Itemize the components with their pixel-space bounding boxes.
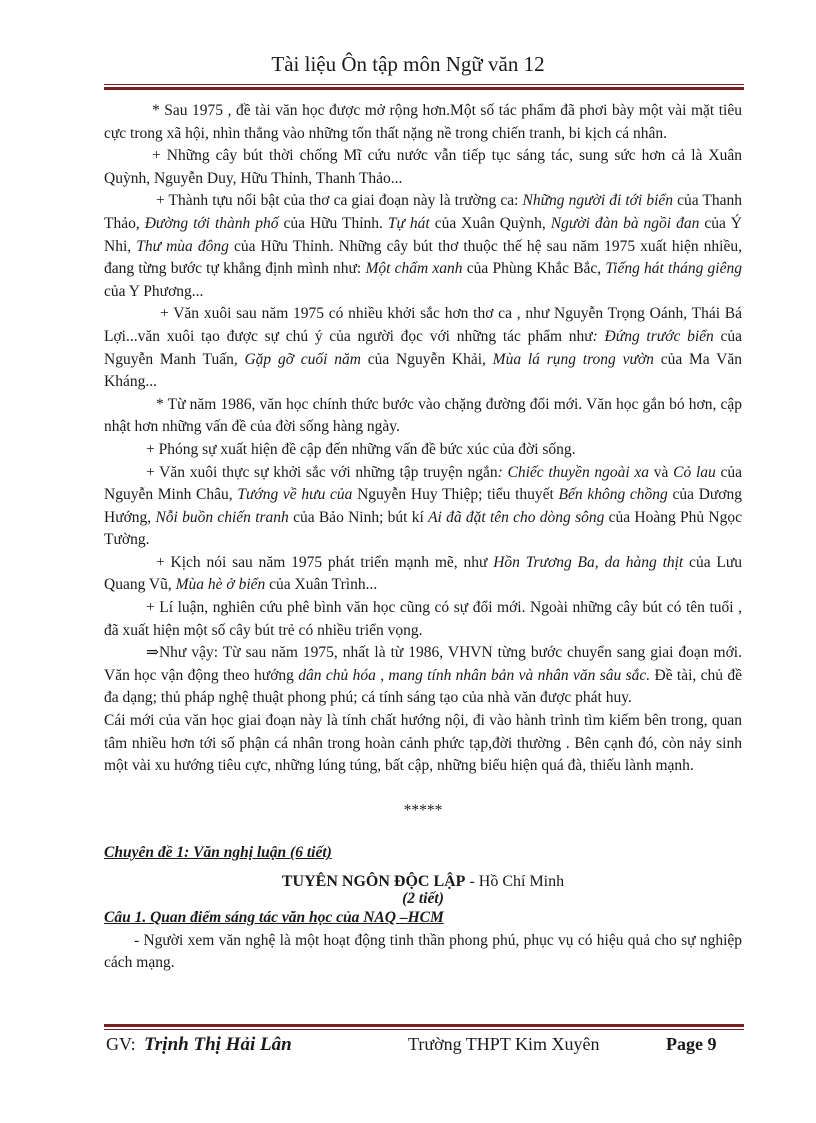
- text-run: và: [649, 463, 674, 481]
- text-run: + Thành tựu nổi bật của thơ ca giai đoạn này là trường ca:: [156, 192, 523, 210]
- paragraph: [104, 552, 742, 597]
- text-run: của Xuân Trình...: [265, 576, 378, 594]
- text-run: của Nguyễn Manh Tuấn: [104, 327, 742, 368]
- text-run: + Những cây bút thời chống Mĩ cứu nước vẫn tiếp tục sáng tác, sung sức hơn cả là Xuân Quỳnh, Nguyễn Duy, Hữu Thỉnh, Thanh Thảo...: [104, 147, 742, 187]
- paragraph: [104, 710, 742, 778]
- paragraph: [104, 100, 742, 145]
- footer-teacher-name: Trịnh Thị Hải Lân: [144, 1034, 292, 1055]
- text-run: + Lí luận, nghiên cứu phê bình văn học cũng có sự đổi mới. Ngoài những cây bút có tên tuổi , đã xuất hiện một số cây bút trẻ có nhiều triển vọng.: [104, 599, 742, 639]
- text-run: + Phóng sự xuất hiện đề cập đến những vấn đề bức xúc của đời sống.: [146, 440, 576, 458]
- text-run: của Dương Hướng,: [104, 486, 742, 526]
- text-run: của Nguyễn Khải,: [360, 350, 493, 368]
- paragraph: [104, 462, 742, 552]
- text-run: của Lưu Quang Vũ,: [104, 553, 743, 594]
- header-rule-thick: [104, 87, 744, 90]
- text-run: ⇒Như vậy: Từ sau năm 1975, nhất là từ 1986, VHVN từng bước chuyển sang giai đoạn mới. Văn học vận động theo hướng: [104, 644, 742, 684]
- lesson-author: - Hồ Chí Minh: [465, 873, 565, 890]
- text-run: của Xuân Quỳnh,: [429, 214, 551, 232]
- text-run: của Bảo Ninh; bút kí: [288, 508, 429, 526]
- text-run: Đề tài, chủ đề đa dạng; thủ pháp nghệ thuật phong phú; cá tính sáng tạo của nhà văn được phát huy.: [104, 666, 743, 707]
- paragraph: [104, 439, 742, 462]
- text-run: của Y Phương...: [104, 282, 204, 300]
- italic-text: : Chiếc thuyền ngoài xa: [497, 463, 650, 481]
- page-footer: [104, 1034, 742, 1060]
- italic-text: Đường tới thành phố: [144, 214, 279, 232]
- text-run: * Sau 1975 , đề tài văn học được mở rộng hơn.Một số tác phẩm đã phơi bày một vài mặt tiêu cực trong xã hội, nhìn thẳng vào những tổn thất nặng nề trong chiến tranh, bi kịch cá nhân.: [104, 102, 742, 142]
- text-run: của Thanh Thảo,: [104, 192, 743, 232]
- italic-text: dân chủ hóa , mang tính nhân bản và nhân văn sâu sắc.: [298, 666, 651, 684]
- page-header-title: Tài liệu Ôn tập môn Ngữ văn 12: [271, 52, 545, 76]
- footer-gv-label: GV:: [106, 1034, 136, 1054]
- document-body: [104, 100, 742, 975]
- lesson-title-text: TUYÊN NGÔN ĐỘC LẬP: [281, 873, 466, 890]
- text-run: của Hữu Thỉnh.: [278, 214, 388, 232]
- text-run: + Kịch nói sau năm 1975 phát triển mạnh mẽ, như: [156, 553, 494, 571]
- text-run: Cái mới của văn học giai đoạn này là tính chất hướng nội, đi vào hành trình tìm kiếm bên trong, quan tâm nhiều hơn tới số phận cá nhân trong hoàn cảnh phức tạp,đời thường . Bên cạnh đó, còn nảy sinh một vài xu hướng tiêu cực, những lúng túng, bất cập, những biểu hiện quá đà, thiếu lành mạnh.: [104, 712, 742, 775]
- footer-page-number: Page 9: [666, 1034, 717, 1054]
- paragraph: [104, 303, 742, 393]
- text-run: * Từ năm 1986, văn học chính thức bước vào chặng đường đổi mới. Văn học gắn bó hơn, cập nhật hơn những vấn đề của đời sống hàng ngày.: [104, 395, 742, 436]
- italic-text: : Đứng trước biển: [592, 327, 714, 345]
- italic-text: Tướng về hưu của: [237, 486, 353, 504]
- text-run: của Hoàng Phủ Ngọc Tường.: [104, 508, 742, 549]
- italic-text: Ai đã đặt tên cho dòng sông: [428, 508, 605, 526]
- italic-text: Nỗi buồn chiến tranh: [155, 508, 289, 526]
- paragraph: [104, 642, 742, 710]
- italic-text: Mùa hè ở biển: [175, 576, 266, 594]
- text-run: của Ý Nhi,: [104, 214, 742, 255]
- footer-school: Trường THPT Kim Xuyên: [408, 1034, 600, 1054]
- text-run: + Văn xuôi thực sự khởi sắc với những tập truyện ngắn: [146, 463, 498, 481]
- paragraph: - Người xem văn nghệ là một hoạt động tinh thần phong phú, phục vụ có hiệu quả cho sự nghiệp cách mạng.: [104, 931, 742, 972]
- italic-text: Cỏ lau: [673, 463, 716, 481]
- italic-text: Người đàn bà ngồi đan: [550, 214, 700, 232]
- question-label: Câu 1.: [104, 909, 147, 926]
- question-text: Quan điểm sáng tác văn học của NAQ –HCM: [146, 909, 444, 926]
- lesson-duration: (2 tiết): [402, 890, 444, 907]
- header-rule-thin: [104, 84, 744, 85]
- section-separator: *****: [403, 801, 443, 819]
- text-run: của Hữu Thỉnh. Những cây bút thơ thuộc thế hệ sau năm 1975 xuất hiện nhiều, đang từng bước tự khẳng định mình như:: [104, 237, 742, 278]
- italic-text: Tự hát: [387, 214, 430, 232]
- paragraph: [104, 597, 742, 642]
- italic-text: , Gặp gỡ cuối năm: [233, 350, 361, 368]
- italic-text: Hồn Trương Ba, da hàng thịt: [493, 553, 684, 571]
- text-run: Nguyễn Huy Thiệp; tiểu thuyết: [352, 486, 559, 504]
- question-heading: [104, 907, 742, 930]
- paragraph: [104, 394, 742, 439]
- text-run: của Phùng Khắc Bắc,: [462, 260, 606, 278]
- footer-rule-thin: [104, 1029, 744, 1030]
- lesson-title: [104, 873, 742, 891]
- footer-rule-thick: [104, 1024, 744, 1027]
- italic-text: Tiếng hát tháng giêng: [605, 260, 742, 278]
- italic-text: Những người đi tới biển: [522, 192, 674, 210]
- text-run: + Văn xuôi sau năm 1975 có nhiều khởi sắc hơn thơ ca , như Nguyễn Trọng Oánh, Thái Bá Lợi...văn xuôi tạo được sự chú ý của người đọc với những tác phẩm như: [104, 305, 742, 345]
- topic-heading: Chuyên đề 1: Văn nghị luận (6 tiết): [104, 844, 332, 862]
- italic-text: Bến không chồng: [558, 486, 668, 504]
- text-run: của Ma Văn Kháng...: [104, 350, 743, 391]
- paragraph: [104, 190, 742, 303]
- paragraph: [104, 145, 742, 190]
- text-run: của Nguyễn Minh Châu,: [104, 463, 742, 504]
- italic-text: Một chấm xanh: [365, 260, 463, 278]
- italic-text: Thư mùa đông: [136, 237, 229, 255]
- italic-text: Mùa lá rụng trong vườn: [492, 350, 654, 368]
